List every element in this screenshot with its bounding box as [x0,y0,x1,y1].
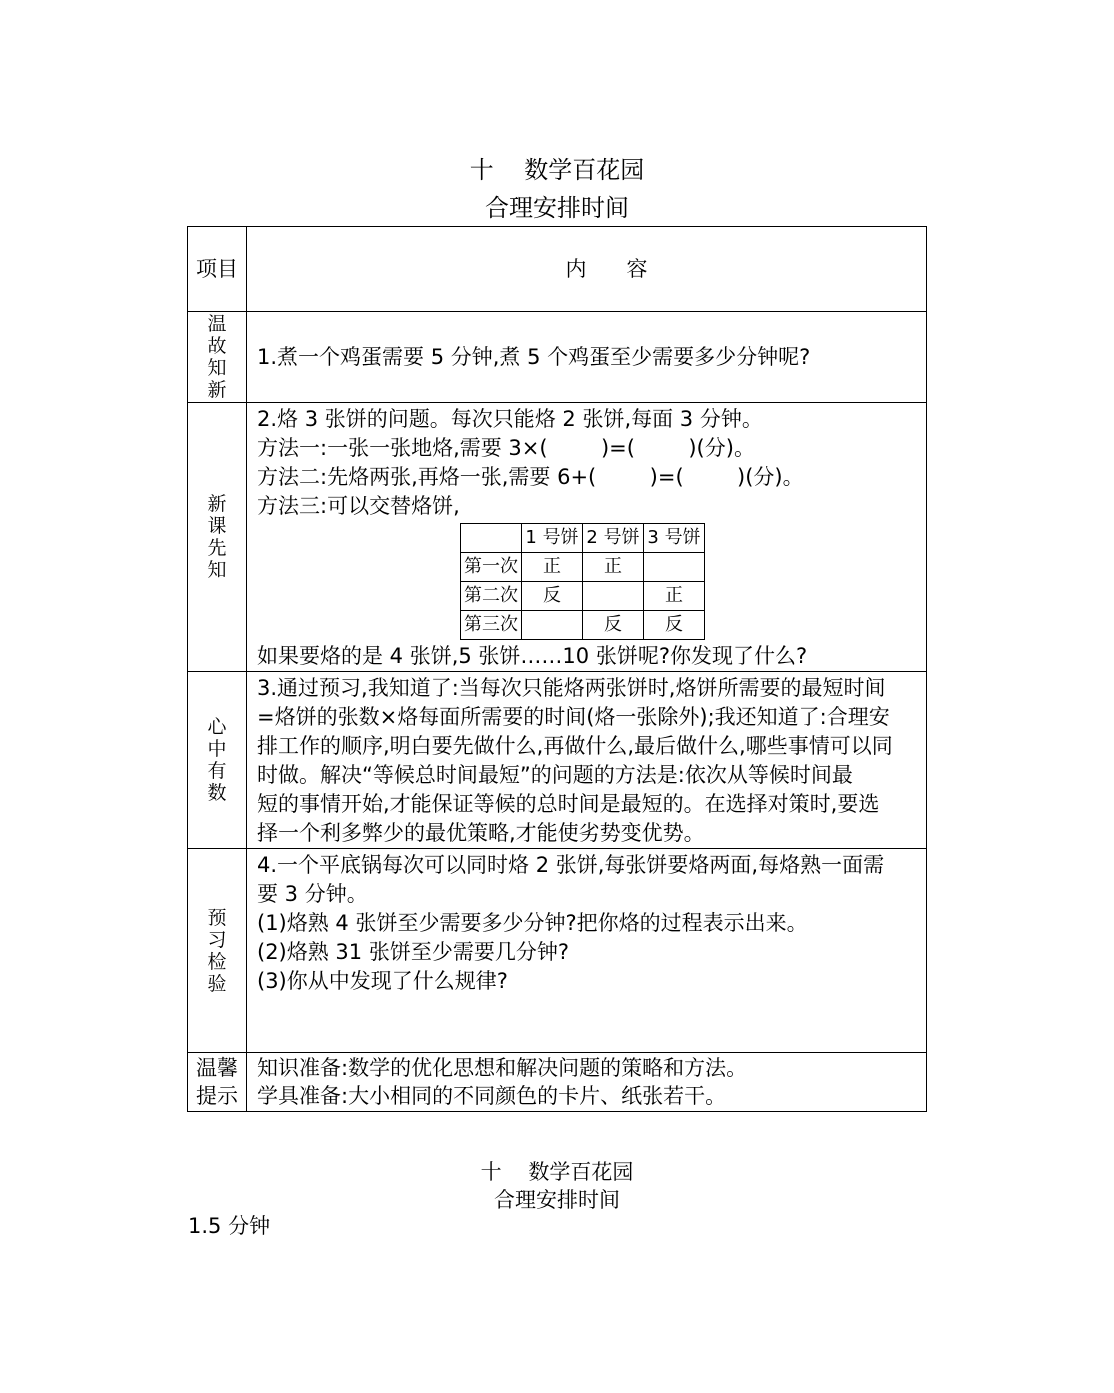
table-row-review [188,312,927,403]
row-content-cell [247,1053,927,1112]
row-label-cell [188,403,247,672]
pancake-cell: 2 号饼 [583,524,644,553]
pancake-cell: 正 [522,553,583,582]
row-label-tips [188,1054,246,1110]
table-row-check [188,849,927,1053]
pancake-cell [644,553,705,582]
tip-line: 学具准备:大小相同的不同颜色的卡片、纸张若干。 [257,1084,727,1108]
pancake-table-row [461,611,705,640]
pancake-cell: 正 [583,553,644,582]
worksheet-table [187,226,927,1112]
pancake-cell: 反 [583,611,644,640]
question-2-followup: 如果要烙的是 4 张饼,5 张饼……10 张饼呢?你发现了什么? [257,644,808,668]
question-4-line: 要 3 分钟。 [257,882,368,906]
answer-subtitle: 合理安排时间 [494,1188,620,1212]
pancake-cell: 1 号饼 [522,524,583,553]
summary-line: 时做。解决“等候总时间最短”的问题的方法是:依次从等候时间最 [257,763,853,787]
question-4-part-3: (3)你从中发现了什么规律? [257,969,508,993]
answer-1: 1.5 分钟 [188,1214,271,1238]
summary-line: 3.通过预习,我知道了:当每次只能烙两张饼时,烙饼所需要的最短时间 [257,676,886,700]
pancake-cell: 第二次 [461,582,522,611]
row-label-cell [188,312,247,403]
tip-line: 知识准备:数学的优化思想和解决问题的策略和方法。 [257,1056,748,1080]
row-content-cell [247,403,927,672]
summary-line: 排工作的顺序,明白要先做什么,再做什么,最后做什么,哪些事情可以同 [257,734,893,758]
question-1: 1.煮一个鸡蛋需要 5 分钟,煮 5 个鸡蛋至少需要多少分钟呢? [257,344,811,369]
header-label-cell [188,227,247,312]
header-label: 项目 [196,257,238,281]
question-2-line: 2.烙 3 张饼的问题。每次只能烙 2 张饼,每面 3 分钟。 [257,407,763,431]
table-row-tips [188,1053,927,1112]
pancake-table-row [461,553,705,582]
pancake-cell: 第一次 [461,553,522,582]
row-label-cell [188,849,247,1053]
question-2-method-3: 方法三:可以交替烙饼, [257,494,460,518]
row-content-cell [247,672,927,849]
row-label-check: 预习检验 [207,906,227,995]
row-label-summary: 心中有数 [207,716,227,804]
row-content-cell [247,849,927,1053]
pancake-cell: 反 [522,582,583,611]
pancake-cell: 第三次 [461,611,522,640]
question-4-part-1: (1)烙熟 4 张饼至少需要多少分钟?把你烙的过程表示出来。 [257,911,808,935]
pancake-cell [522,611,583,640]
pancake-cell: 正 [644,582,705,611]
pancake-table-row [461,582,705,611]
row-label-cell [188,672,247,849]
question-2-method-2: 方法二:先烙两张,再烙一张,需要 6+( )=( )(分)。 [257,465,804,489]
table-row-preview [188,403,927,672]
table-row-summary [188,672,927,849]
header-content: 内 容 [565,257,648,281]
pancake-table-header [461,524,705,553]
summary-line: 短的事情开始,才能保证等候的总时间是最短的。在选择对策时,要选 [257,792,880,816]
row-content-cell [247,312,927,403]
page-subtitle: 合理安排时间 [485,194,629,222]
question-4-line: 4.一个平底锅每次可以同时烙 2 张饼,每张饼要烙两面,每烙熟一面需 [257,853,885,877]
summary-line: =烙饼的张数×烙每面所需要的时间(烙一张除外);我还知道了:合理安 [257,705,890,729]
pancake-table [460,523,705,640]
question-2-method-1: 方法一:一张一张地烙,需要 3×( )=( )(分)。 [257,436,755,460]
row-label-preview: 新课先知 [207,493,227,581]
answer-title: 十 数学百花园 [480,1160,634,1184]
pancake-cell: 反 [644,611,705,640]
summary-line: 择一个利多弊少的最优策略,才能使劣势变优势。 [257,821,705,845]
header-content-cell [247,227,927,312]
pancake-cell [461,524,522,553]
pancake-cell [583,582,644,611]
row-label-tips-line: 温馨 [196,1056,238,1080]
question-4-part-2: (2)烙熟 31 张饼至少需要几分钟? [257,940,569,964]
row-label-cell [188,1053,247,1112]
pancake-cell: 3 号饼 [644,524,705,553]
row-label-review: 温故知新 [207,313,227,401]
table-header-row [188,227,927,312]
page-title: 十 数学百花园 [469,156,645,184]
row-label-tips-line: 提示 [196,1084,238,1108]
